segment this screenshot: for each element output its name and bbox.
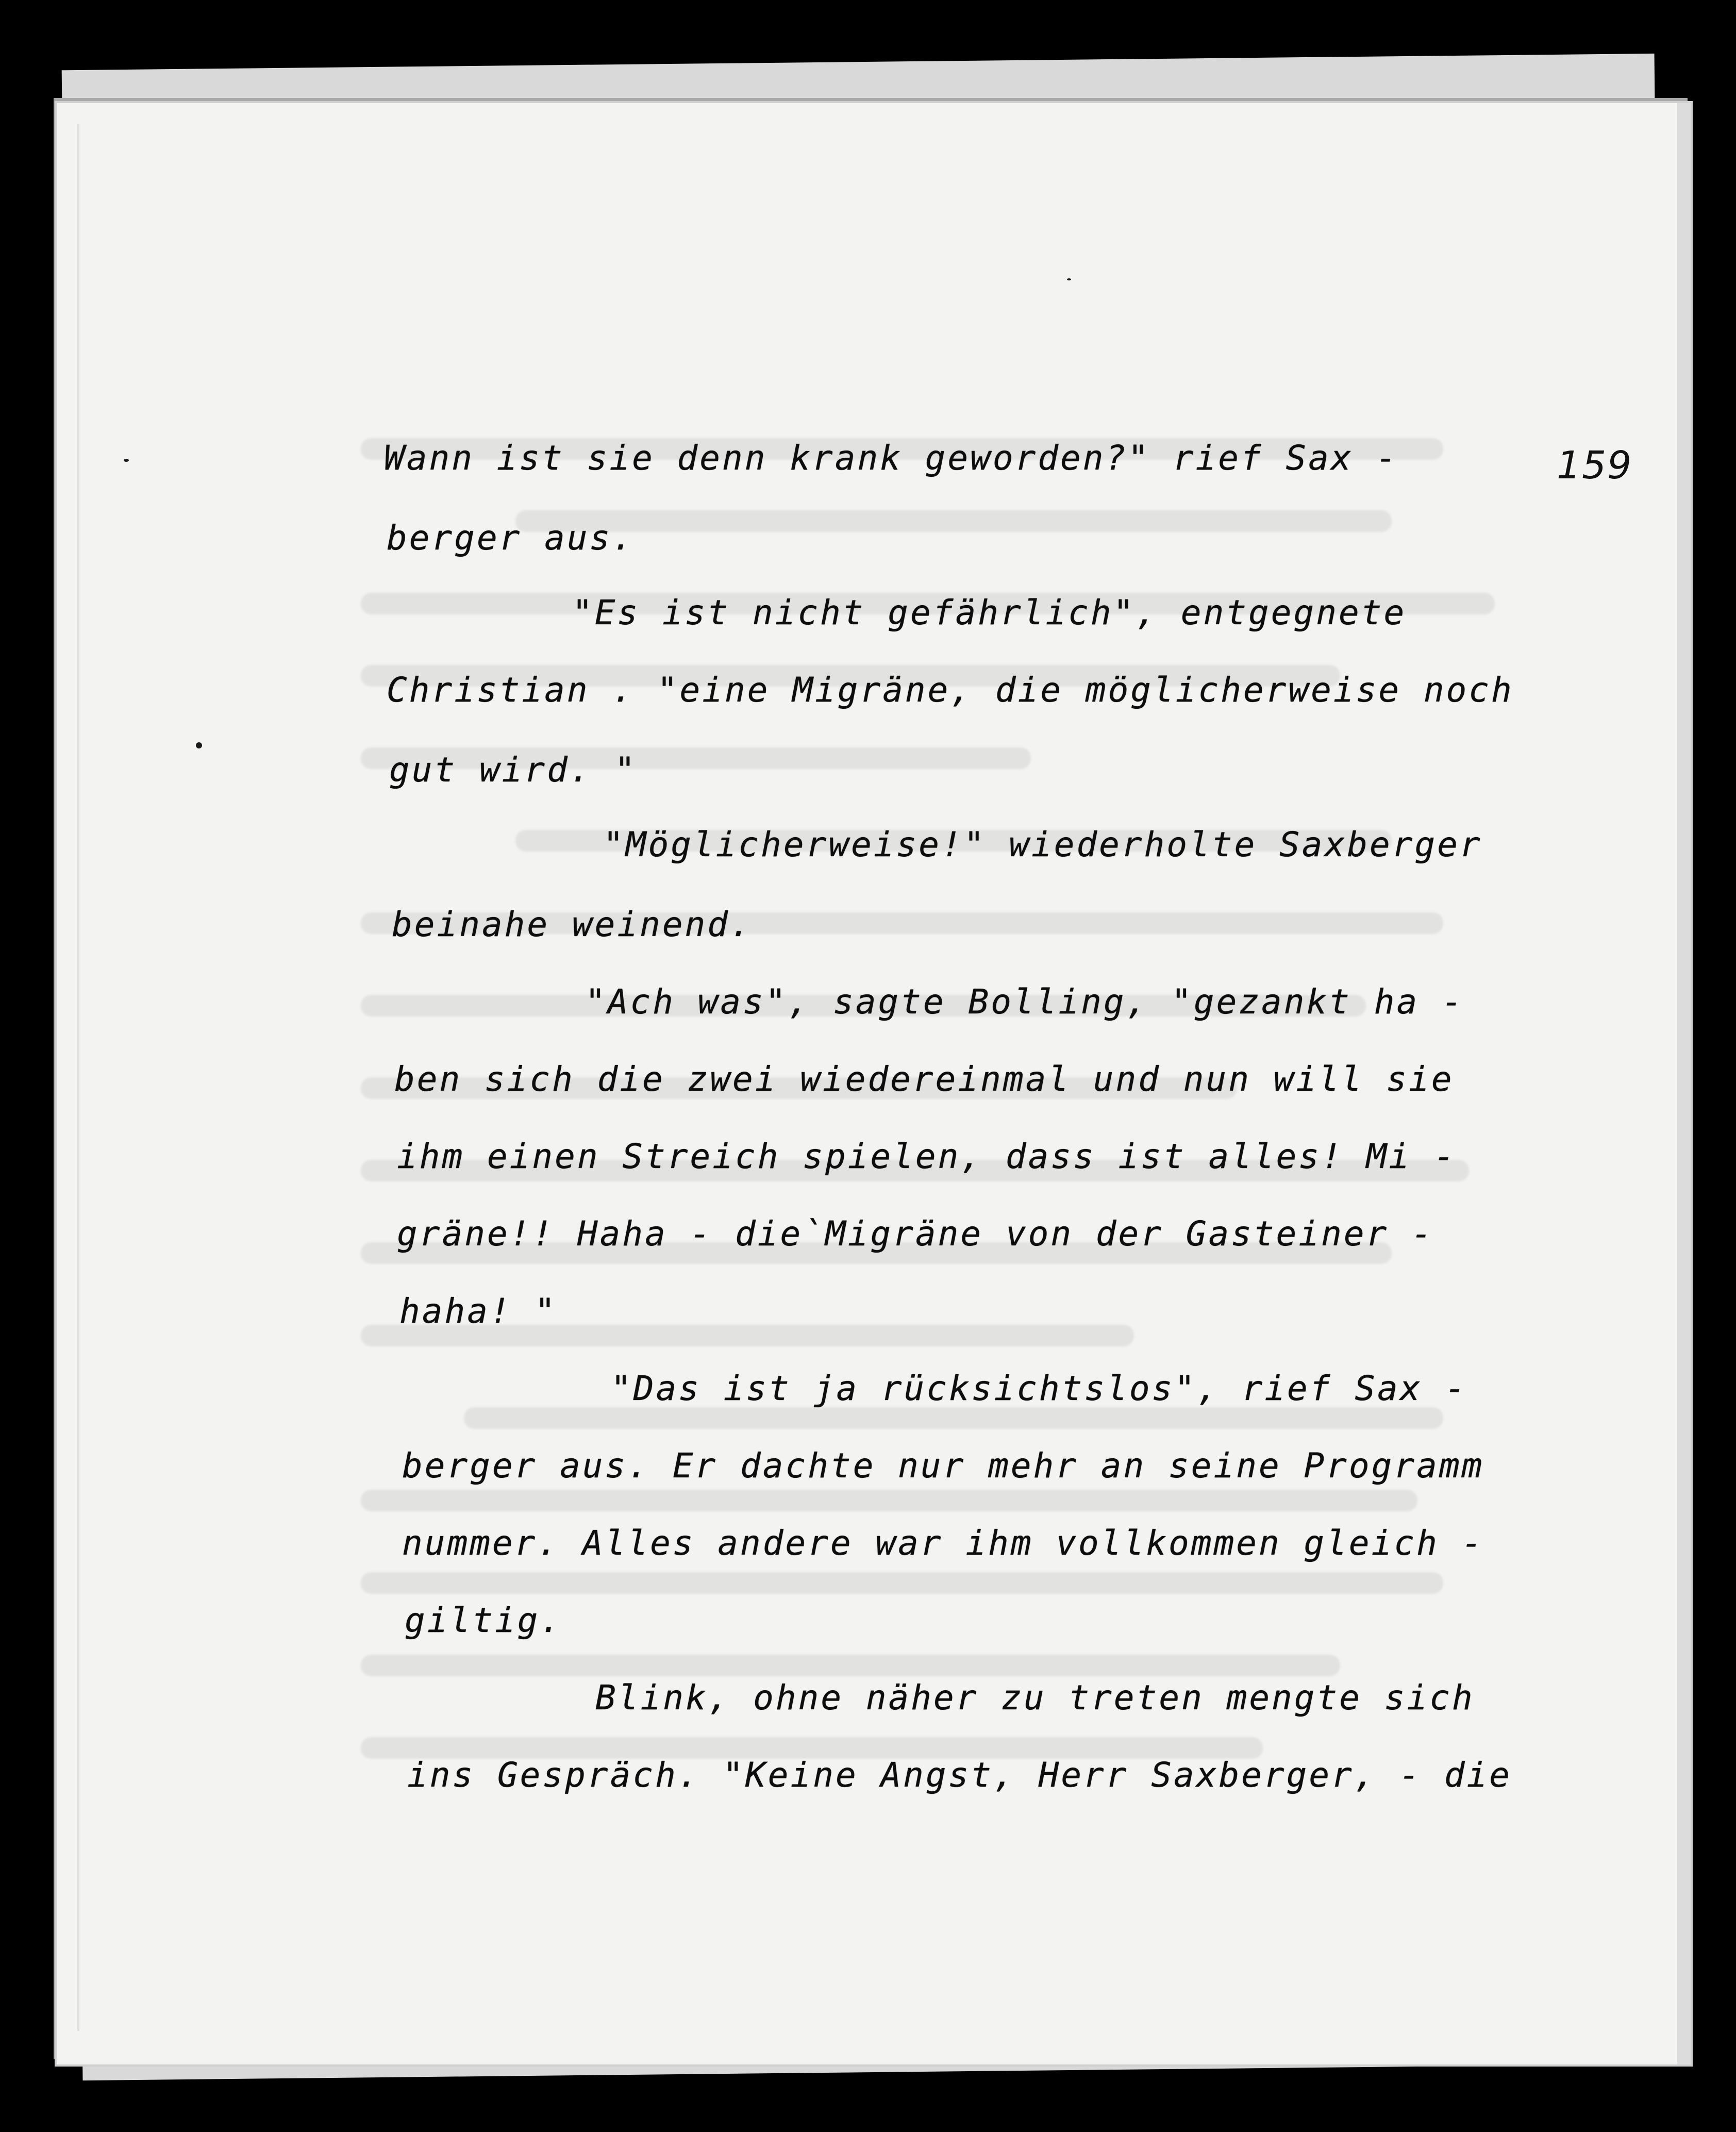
text-line: "Das ist ja rücksichtslos", rief Sax - bbox=[611, 1369, 1467, 1408]
text-line: Blink, ohne näher zu treten mengte sich bbox=[595, 1678, 1475, 1718]
text-line: "Es ist nicht gefährlich", entgegnete bbox=[572, 593, 1407, 632]
text-line: giltig. bbox=[405, 1601, 563, 1640]
text-line: gräne!! Haha - die`Migräne von der Gasteiner - bbox=[397, 1214, 1434, 1254]
text-line: beinahe weinend. bbox=[392, 905, 753, 944]
text-line: gut wird. " bbox=[389, 750, 638, 790]
text-line: berger aus. Er dachte nur mehr an seine Programm bbox=[402, 1446, 1484, 1486]
text-line: berger aus. bbox=[387, 518, 635, 558]
ink-speck bbox=[196, 742, 202, 748]
text-line: ben sich die zwei wiedereinmal und nun will sie bbox=[394, 1059, 1454, 1099]
text-line: ins Gespräch. "Keine Angst, Herr Saxberger, - die bbox=[407, 1755, 1512, 1795]
text-line: nummer. Alles andere war ihm vollkommen gleich - bbox=[402, 1523, 1484, 1563]
text-line: Wann ist sie denn krank geworden?" rief Sax - bbox=[384, 438, 1399, 478]
text-line: Christian . "eine Migräne, die möglicherweise noch bbox=[387, 670, 1514, 710]
typed-text-block bbox=[57, 103, 1691, 2064]
ink-speck bbox=[124, 459, 129, 462]
text-line: "Ach was", sagte Bolling, "gezankt ha - bbox=[585, 982, 1464, 1022]
typescript-page bbox=[57, 103, 1691, 2064]
text-line: ihm einen Streich spielen, dass ist alles! Mi - bbox=[397, 1137, 1457, 1176]
text-line: haha! " bbox=[399, 1291, 558, 1331]
text-line: "Möglicherweise!" wiederholte Saxberger bbox=[603, 825, 1482, 864]
ink-speck bbox=[1067, 278, 1071, 280]
page-number: 159 bbox=[1557, 443, 1633, 488]
